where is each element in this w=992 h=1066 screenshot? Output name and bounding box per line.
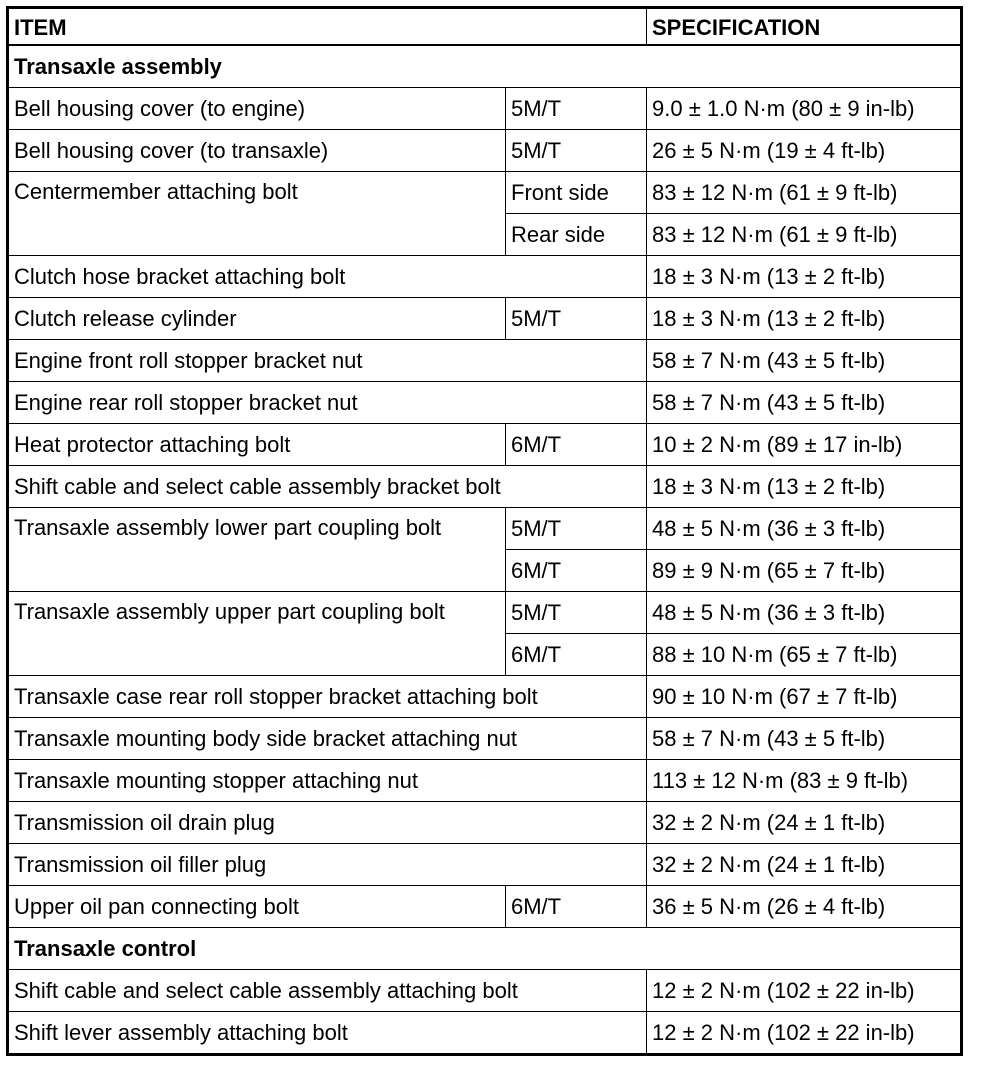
- section-row: [8, 928, 962, 970]
- item-cell: Clutch hose bracket attaching bolt: [8, 256, 647, 298]
- item-cell: Bell housing cover (to transaxle): [8, 130, 506, 172]
- table-row: [8, 886, 962, 928]
- table-row: [8, 676, 962, 718]
- header-item: ITEM: [8, 8, 647, 46]
- item-cell: Engine front roll stopper bracket nut: [8, 340, 647, 382]
- condition-cell: 6M/T: [506, 886, 647, 928]
- section-row: [8, 45, 962, 88]
- condition-cell: 5M/T: [506, 130, 647, 172]
- table-row: [8, 802, 962, 844]
- spec-cell: 89 ± 9 N·m (65 ± 7 ft-lb): [647, 550, 962, 592]
- table-row: [8, 508, 962, 550]
- spec-cell: 48 ± 5 N·m (36 ± 3 ft-lb): [647, 592, 962, 634]
- table-row: [8, 130, 962, 172]
- spec-cell: 32 ± 2 N·m (24 ± 1 ft-lb): [647, 802, 962, 844]
- spec-cell: 58 ± 7 N·m (43 ± 5 ft-lb): [647, 382, 962, 424]
- item-cell: Shift cable and select cable assembly bracket bolt: [8, 466, 647, 508]
- torque-spec-table: [6, 6, 963, 1056]
- condition-cell: 6M/T: [506, 634, 647, 676]
- condition-cell: 6M/T: [506, 424, 647, 466]
- item-cell: Transaxle mounting stopper attaching nut: [8, 760, 647, 802]
- item-cell: Shift lever assembly attaching bolt: [8, 1012, 647, 1055]
- table-row: [8, 844, 962, 886]
- item-cell: Transmission oil drain plug: [8, 802, 647, 844]
- condition-cell: 5M/T: [506, 88, 647, 130]
- condition-cell: 5M/T: [506, 298, 647, 340]
- spec-cell: 10 ± 2 N·m (89 ± 17 in-lb): [647, 424, 962, 466]
- table-row: [8, 970, 962, 1012]
- header-specification: SPECIFICATION: [647, 8, 962, 46]
- spec-cell: 12 ± 2 N·m (102 ± 22 in-lb): [647, 970, 962, 1012]
- item-cell: Transaxle assembly upper part coupling bolt: [8, 592, 506, 676]
- item-cell: Clutch release cylinder: [8, 298, 506, 340]
- table-row: [8, 424, 962, 466]
- condition-cell: Rear side: [506, 214, 647, 256]
- table-row: [8, 760, 962, 802]
- item-cell: Bell housing cover (to engine): [8, 88, 506, 130]
- item-cell: Heat protector attaching bolt: [8, 424, 506, 466]
- spec-cell: 58 ± 7 N·m (43 ± 5 ft-lb): [647, 340, 962, 382]
- spec-cell: 26 ± 5 N·m (19 ± 4 ft-lb): [647, 130, 962, 172]
- condition-cell: 5M/T: [506, 592, 647, 634]
- spec-cell: 88 ± 10 N·m (65 ± 7 ft-lb): [647, 634, 962, 676]
- item-cell: Centermember attaching bolt: [8, 172, 506, 256]
- spec-cell: 32 ± 2 N·m (24 ± 1 ft-lb): [647, 844, 962, 886]
- table-row: [8, 340, 962, 382]
- table-row: [8, 466, 962, 508]
- spec-cell: 36 ± 5 N·m (26 ± 4 ft-lb): [647, 886, 962, 928]
- condition-cell: 6M/T: [506, 550, 647, 592]
- spec-cell: 83 ± 12 N·m (61 ± 9 ft-lb): [647, 172, 962, 214]
- table-row: [8, 256, 962, 298]
- item-cell: Engine rear roll stopper bracket nut: [8, 382, 647, 424]
- spec-cell: 58 ± 7 N·m (43 ± 5 ft-lb): [647, 718, 962, 760]
- spec-cell: 83 ± 12 N·m (61 ± 9 ft-lb): [647, 214, 962, 256]
- spec-cell: 48 ± 5 N·m (36 ± 3 ft-lb): [647, 508, 962, 550]
- spec-cell: 12 ± 2 N·m (102 ± 22 in-lb): [647, 1012, 962, 1055]
- table-body: [8, 45, 962, 1055]
- table-row: [8, 718, 962, 760]
- spec-cell: 18 ± 3 N·m (13 ± 2 ft-lb): [647, 466, 962, 508]
- table-row: [8, 172, 962, 214]
- spec-cell: 18 ± 3 N·m (13 ± 2 ft-lb): [647, 298, 962, 340]
- item-cell: Transmission oil filler plug: [8, 844, 647, 886]
- condition-cell: Front side: [506, 172, 647, 214]
- item-cell: Transaxle assembly lower part coupling bolt: [8, 508, 506, 592]
- header-row: [8, 8, 962, 46]
- table-row: [8, 88, 962, 130]
- spec-cell: 9.0 ± 1.0 N·m (80 ± 9 in-lb): [647, 88, 962, 130]
- item-cell: Shift cable and select cable assembly attaching bolt: [8, 970, 647, 1012]
- spec-cell: 18 ± 3 N·m (13 ± 2 ft-lb): [647, 256, 962, 298]
- item-cell: Transaxle mounting body side bracket attaching nut: [8, 718, 647, 760]
- table-row: [8, 1012, 962, 1055]
- table-row: [8, 298, 962, 340]
- condition-cell: 5M/T: [506, 508, 647, 550]
- spec-cell: 90 ± 10 N·m (67 ± 7 ft-lb): [647, 676, 962, 718]
- spec-cell: 113 ± 12 N·m (83 ± 9 ft-lb): [647, 760, 962, 802]
- section-title: Transaxle assembly: [8, 45, 962, 88]
- item-cell: Upper oil pan connecting bolt: [8, 886, 506, 928]
- table-row: [8, 382, 962, 424]
- item-cell: Transaxle case rear roll stopper bracket attaching bolt: [8, 676, 647, 718]
- section-title: Transaxle control: [8, 928, 962, 970]
- table-row: [8, 592, 962, 634]
